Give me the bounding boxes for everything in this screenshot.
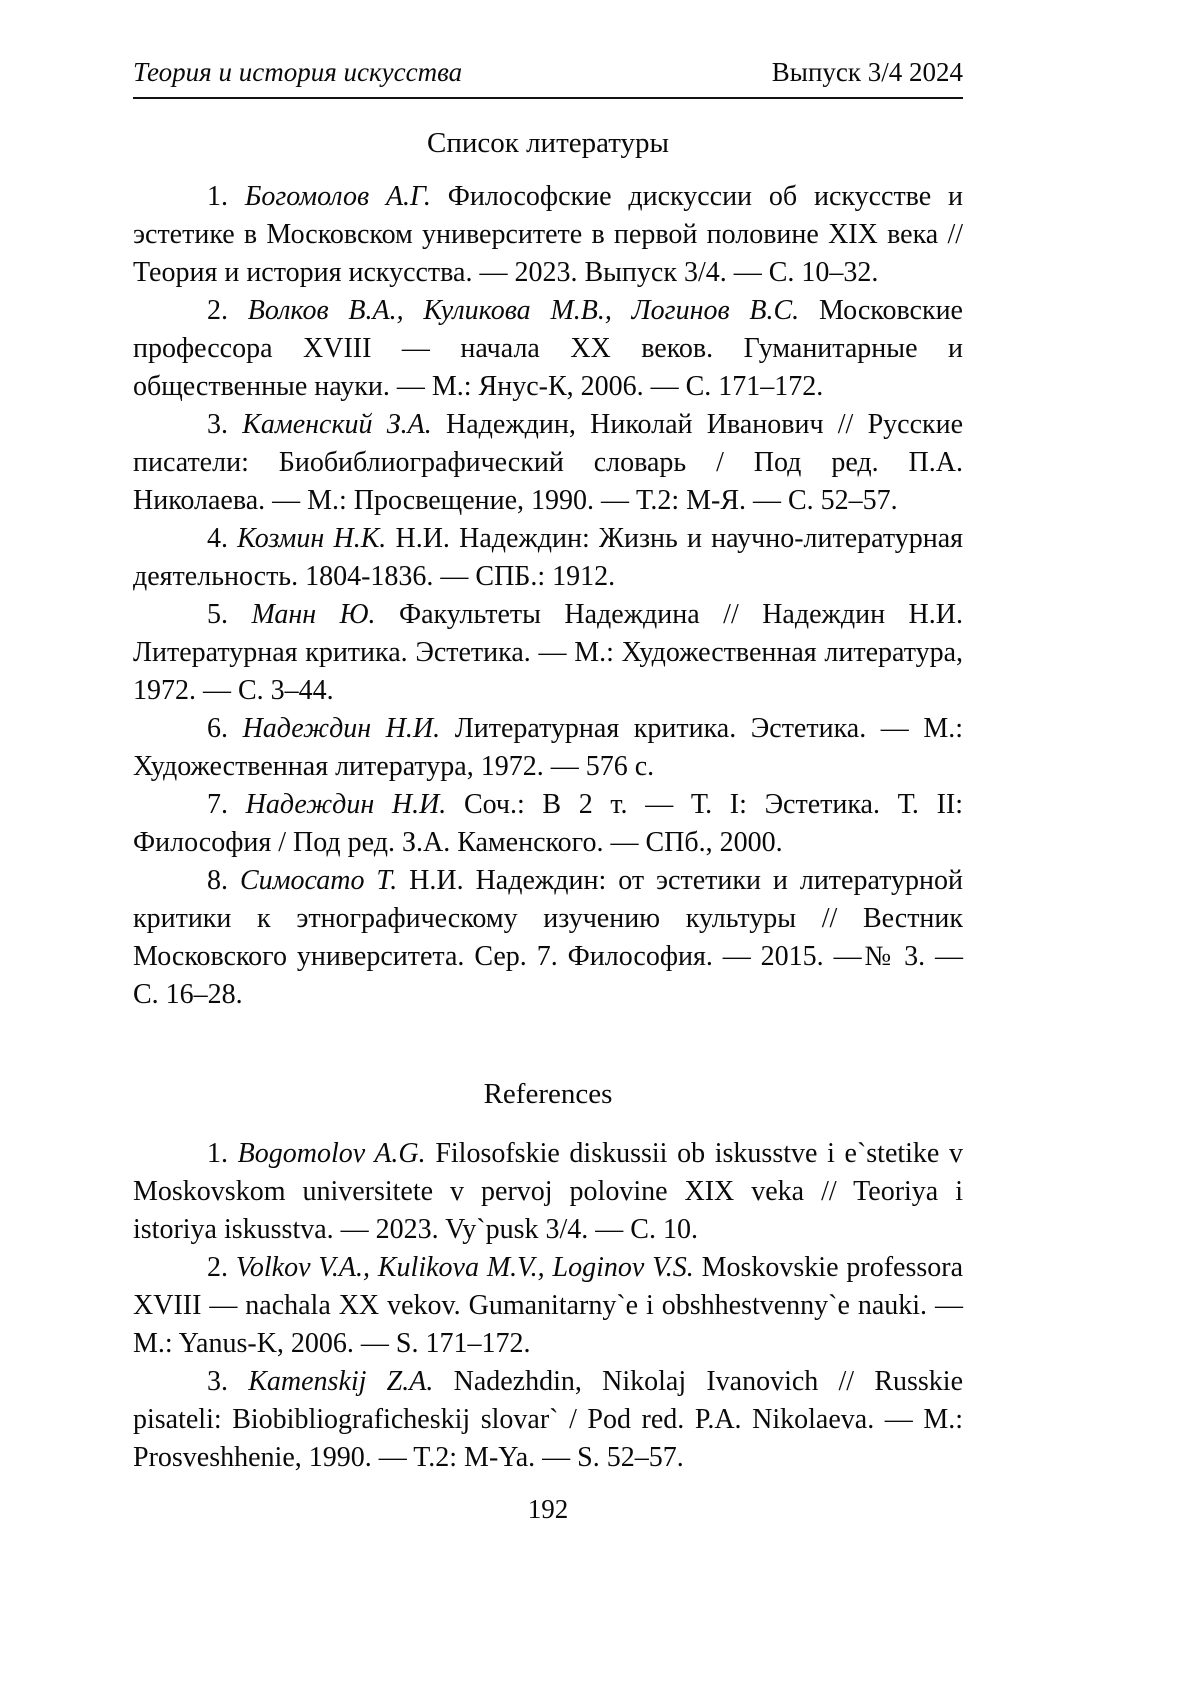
ref-entry-3 [133,1363,963,1477]
entry-text: Факультеты Надеждина // Надеждин Н.И. Литературная критика. Эстетика. — М.: Художественная литература, 1972. — С. 3–44. [133,599,963,706]
entry-text: Н.И. Надеждин: Жизнь и научно-литературная деятельность. 1804-1836. — СПБ.: 1912. [133,523,963,592]
issue-label: Выпуск 3/4 2024 [771,57,963,87]
bibliography-title: Список литературы [426,127,670,159]
journal-title: Теория и история искусства [133,57,463,87]
bib-entry-7 [133,786,963,862]
entry-number: 5. [207,599,252,630]
ref-entry-1 [133,1135,963,1249]
entry-author: Каменский З.А. [242,409,432,440]
bib-entry-1 [133,178,963,292]
entry-author: Надеждин Н.И. [242,713,441,744]
bib-entry-6 [133,710,963,786]
entry-author: Bogomolov A.G. [237,1138,426,1169]
entry-text: Надеждин, Николай Иванович // Русские писатели: Биобиблиографический словарь / Под ред. П.А. Николаева. — М.: Просвещение, 1990. — Т.2: М-Я. — С. 52–57. [133,409,964,516]
bib-entry-4 [133,520,963,596]
entry-text: Н.И. Надеждин: от эстетики и литературной критики к этнографическому изучению культуры // Вестник Московского университета. Сер. 7. Философия. — 2015. —№ 3. — С. 16–28. [133,865,964,1010]
references-list [133,1135,963,1477]
entry-author: Volkov V.A., Kulikova M.V., Loginov V.S. [235,1252,694,1283]
entry-text: Соч.: В 2 т. — Т. I: Эстетика. Т. II: Философия / Под ред. З.А. Каменского. — СПб., 2000. [133,789,964,858]
ref-entry-2 [133,1249,963,1363]
entry-number: 7. [207,789,246,820]
entry-number: 8. [207,865,240,896]
entry-author: Волков В.А., Куликова М.В., Логинов В.С. [247,295,800,326]
entry-text: Литературная критика. Эстетика. — М.: Художественная литература, 1972. — 576 с. [133,713,964,782]
entry-author: Kamenskij Z.A. [248,1366,434,1397]
entry-text: Nadezhdin, Nikolaj Ivanovich // Russkie pisateli: Biobibliograficheskij slovar` / Pod red. P.A. Nikolaeva. — M.: Prosveshhenie, 1990. — T.2: M-Ya. — S. 52–57. [133,1366,963,1473]
entry-text: Moskovskie professora XVIII — nachala XX vekov. Gumanitarny`e i obshhestvenny`e nauki. — M.: Yanus-K, 2006. — S. 171–172. [133,1252,963,1359]
bib-entry-3 [133,406,963,520]
entry-text: Философские дискуссии об искусстве и эстетике в Московском университете в первой половине XIX века // Теория и история искусства. — 2023. Выпуск 3/4. — С. 10–32. [133,181,963,288]
entry-text: Filosofskie diskussii ob iskusstve i e`stetike v Moskovskom universitete v pervoj polovine XIX veka // Teoriya i istoriya iskusstva. — 2023. Vy`pusk 3/4. — C. 10. [133,1138,964,1245]
entry-number: 3. [207,409,243,440]
page-number: 192 [527,1494,569,1524]
entry-author: Козмин Н.К. [237,523,387,554]
entry-number: 1. [207,1138,238,1169]
references-title: References [483,1078,613,1110]
entry-text: Московские профессора XVIII — начала XX веков. Гуманитарные и общественные науки. — М.: Янус-К, 2006. — С. 171–172. [133,295,963,402]
entry-author: Симосато Т. [239,865,398,896]
running-header [133,56,963,99]
entry-number: 4. [207,523,238,554]
entry-author: Богомолов А.Г. [244,181,431,212]
entry-author: Манн Ю. [251,599,376,630]
bib-entry-8 [133,862,963,1014]
bibliography-list [133,178,963,1014]
bib-entry-2 [133,292,963,406]
entry-number: 2. [207,1252,236,1283]
entry-number: 1. [207,181,245,212]
entry-number: 3. [207,1366,249,1397]
entry-number: 2. [207,295,248,326]
entry-author: Надеждин Н.И. [245,789,447,820]
entry-number: 6. [207,713,243,744]
bib-entry-5 [133,596,963,710]
